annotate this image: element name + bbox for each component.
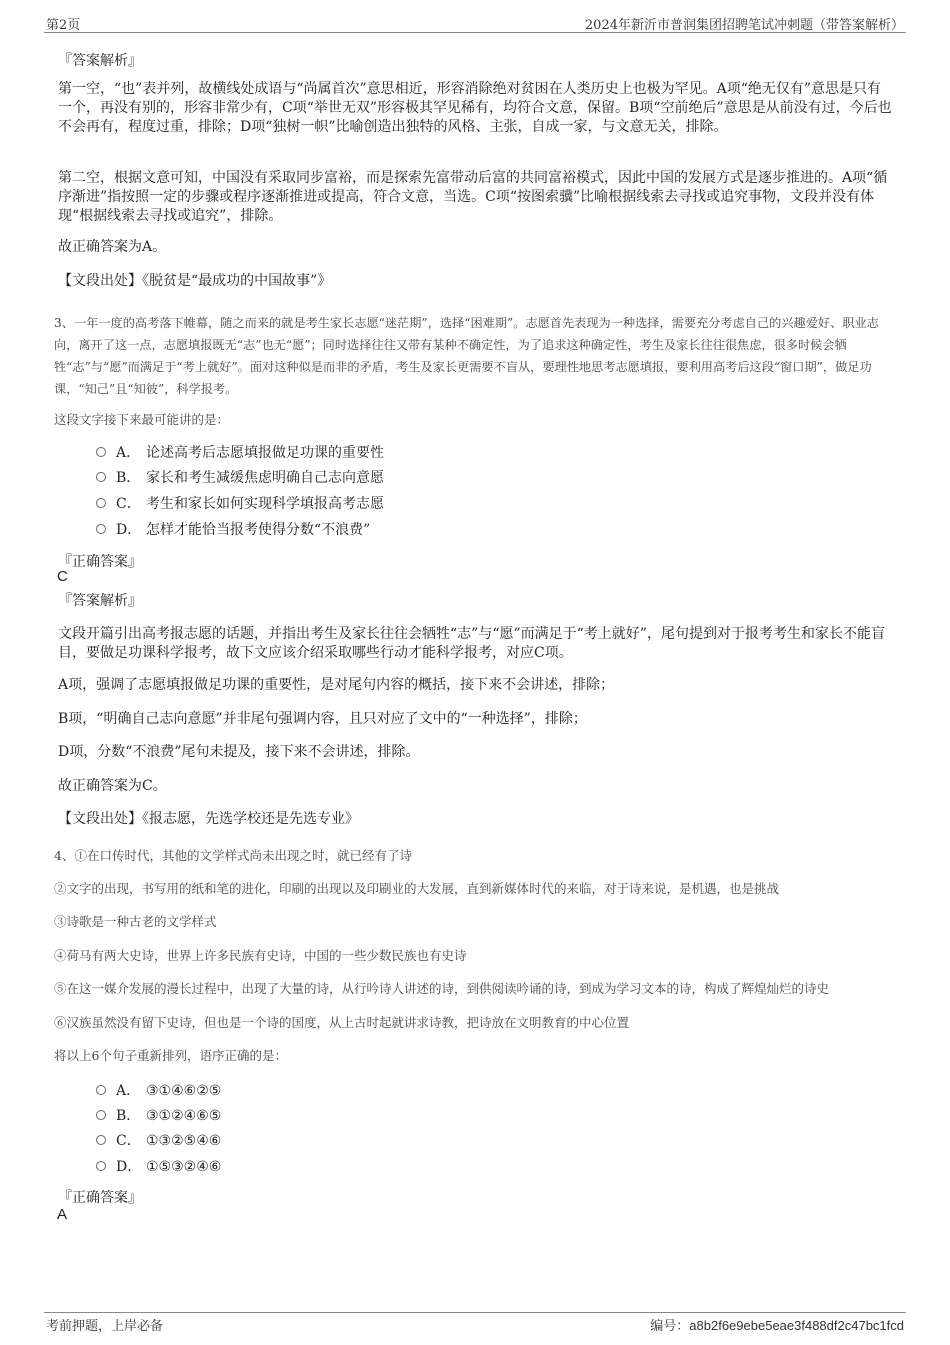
question-prompt: 这段文字接下来最可能讲的是： xyxy=(54,412,230,427)
analysis-paragraph: D项，分数“不浪费”尾句未提及，接下来不会讲述，排除。 xyxy=(58,744,420,760)
code-label: 编号： xyxy=(650,1319,690,1334)
option-d[interactable] xyxy=(96,520,370,540)
analysis-paragraph: 第一空，“也”表并列，故横线处成语与“尚属首次”意思相近，形容消除绝对贫困在人类历史上也极为罕见。A项“绝无仅有”意思是只有一个，再没有别的，形容非常少有，C项“举世无双”形容极其罕见稀有，均符合文意，保留。B项“空前绝后”意思是从前没有过，今后也不会再有，程度过重，排除；D项“独树一帜”比喻创造出独特的风格、主张，自成一家，与文意无关，排除。 xyxy=(58,81,892,135)
option-text: 论述高考后志愿填报做足功课的重要性 xyxy=(146,445,384,461)
option-b[interactable] xyxy=(96,1106,221,1126)
option-letter: C． xyxy=(116,1133,141,1149)
analysis-paragraph: 第二空，根据文意可知，中国没有采取同步富裕，而是探索先富带动后富的共同富裕模式，因此中国的发展方式是逐步推进的。A项“循序渐进”指按照一定的步骤或程序逐渐推进或提高，符合文意，当选。C项“按图索骥”比喻根据线索去寻找或追究事物，文段并没有体现“根据线索去寻找或追究”，排除。 xyxy=(58,170,888,224)
code-value: a8b2f6e9ebe5eae3f488df2c47bc1fcd xyxy=(689,1318,904,1333)
correct-answer-label: 『正确答案』 xyxy=(58,1190,142,1206)
option-c[interactable] xyxy=(96,494,384,514)
question-prompt: 将以上6个句子重新排列，语序正确的是： xyxy=(54,1048,287,1063)
sentence-line: ⑥汉族虽然没有留下史诗，但也是一个诗的国度，从上古时起就讲求诗教，把诗放在文明教育的中心位置 xyxy=(54,1015,630,1030)
option-text: ①③②⑤④⑥ xyxy=(146,1133,222,1149)
option-d[interactable] xyxy=(96,1157,221,1177)
correct-answer: C xyxy=(57,568,68,585)
source-citation: 【文段出处】《报志愿，先选学校还是先选专业》 xyxy=(58,811,359,827)
source-citation: 【文段出处】《脱贫是“最成功的中国故事”》 xyxy=(58,273,332,289)
option-b[interactable] xyxy=(96,468,384,488)
option-a[interactable] xyxy=(96,1081,221,1101)
radio-icon[interactable] xyxy=(96,1135,106,1145)
option-text: ③①④⑥②⑤ xyxy=(146,1083,222,1099)
document-title: 2024年新沂市普润集团招聘笔试冲刺题（带答案解析） xyxy=(584,18,904,33)
option-text: 家长和考生减缓焦虑明确自己志向意愿 xyxy=(146,470,384,486)
sentence-line: ②文字的出现，书写用的纸和笔的进化，印刷的出现以及印刷业的大发展，直到新媒体时代的来临，对于诗来说，是机遇，也是挑战 xyxy=(54,881,780,896)
sentence-line: 4、①在口传时代，其他的文学样式尚未出现之时，就已经有了诗 xyxy=(54,848,412,863)
correct-answer: A xyxy=(57,1206,68,1223)
option-letter: A． xyxy=(116,1083,141,1099)
conclusion: 故正确答案为A。 xyxy=(58,239,167,255)
radio-icon[interactable] xyxy=(96,1085,106,1095)
option-letter: C． xyxy=(116,496,141,512)
page-number: 第2页 xyxy=(46,18,81,33)
footer-slogan: 考前押题，上岸必备 xyxy=(46,1319,164,1334)
analysis-paragraph: 文段开篇引出高考报志愿的话题，并指出考生及家长往往会牺牲“志”与“愿”而满足于“考上就好”，尾句提到对于报考考生和家长不能盲目，要做足功课科学报考，故下文应该介绍采取哪些行动才能科学报考，对应C项。 xyxy=(58,626,885,661)
conclusion: 故正确答案为C。 xyxy=(58,778,167,794)
option-a[interactable] xyxy=(96,443,384,463)
radio-icon[interactable] xyxy=(96,1161,106,1171)
analysis-paragraph: B项，“明确自己志向意愿”并非尾句强调内容，且只对应了文中的“一种选择”，排除； xyxy=(58,711,587,727)
sentence-line: ⑤在这一媒介发展的漫长过程中，出现了大量的诗，从行吟诗人讲述的诗，到供阅读吟诵的诗，到成为学习文本的诗，构成了辉煌灿烂的诗史 xyxy=(54,981,830,996)
option-letter: B． xyxy=(116,1108,141,1124)
analysis-paragraph: A项，强调了志愿填报做足功课的重要性，是对尾句内容的概括，接下来不会讲述，排除； xyxy=(58,677,615,693)
option-text: ①⑤③②④⑥ xyxy=(146,1159,222,1175)
option-text: 考生和家长如何实现科学填报高考志愿 xyxy=(146,496,384,512)
sentence-line: ④荷马有两大史诗，世界上许多民族有史诗，中国的一些少数民族也有史诗 xyxy=(54,948,467,963)
option-c[interactable] xyxy=(96,1131,221,1151)
sentence-line: ③诗歌是一种古老的文学样式 xyxy=(54,914,217,929)
radio-icon[interactable] xyxy=(96,1110,106,1120)
analysis-label: 『答案解析』 xyxy=(58,593,142,609)
option-text: ③①②④⑥⑤ xyxy=(146,1108,222,1124)
radio-icon[interactable] xyxy=(96,498,106,508)
option-letter: D． xyxy=(116,1159,142,1175)
radio-icon[interactable] xyxy=(96,472,106,482)
page-header xyxy=(44,12,906,33)
option-text: 怎样才能恰当报考使得分数“不浪费” xyxy=(146,522,371,538)
option-letter: A． xyxy=(116,445,141,461)
page-footer xyxy=(44,1312,906,1335)
analysis-label: 『答案解析』 xyxy=(58,53,142,69)
radio-icon[interactable] xyxy=(96,447,106,457)
option-letter: D． xyxy=(116,522,142,538)
question-stem: 3、一年一度的高考落下帷幕，随之而来的就是考生家长志愿“迷茫期”，选择“困难期”。志愿首先表现为一种选择，需要充分考虑自己的兴趣爱好、职业志向，离开了这一点，志愿填报既无“志”也无“愿”；同时选择往往又带有某种不确定性，为了追求这种确定性，考生及家长往往很焦虑，很多时候会牺牲“志”与“愿”而满足于“考上就好”。面对这种似是而非的矛盾，考生及家长更需要不盲从，要理性地思考志愿填报，要利用高考后这段“窗口期”，做足功课，“知己”且“知彼”，科学报考。 xyxy=(54,316,879,396)
document-code xyxy=(650,1315,904,1334)
option-letter: B． xyxy=(116,470,141,486)
radio-icon[interactable] xyxy=(96,524,106,534)
correct-answer-label: 『正确答案』 xyxy=(58,554,142,570)
